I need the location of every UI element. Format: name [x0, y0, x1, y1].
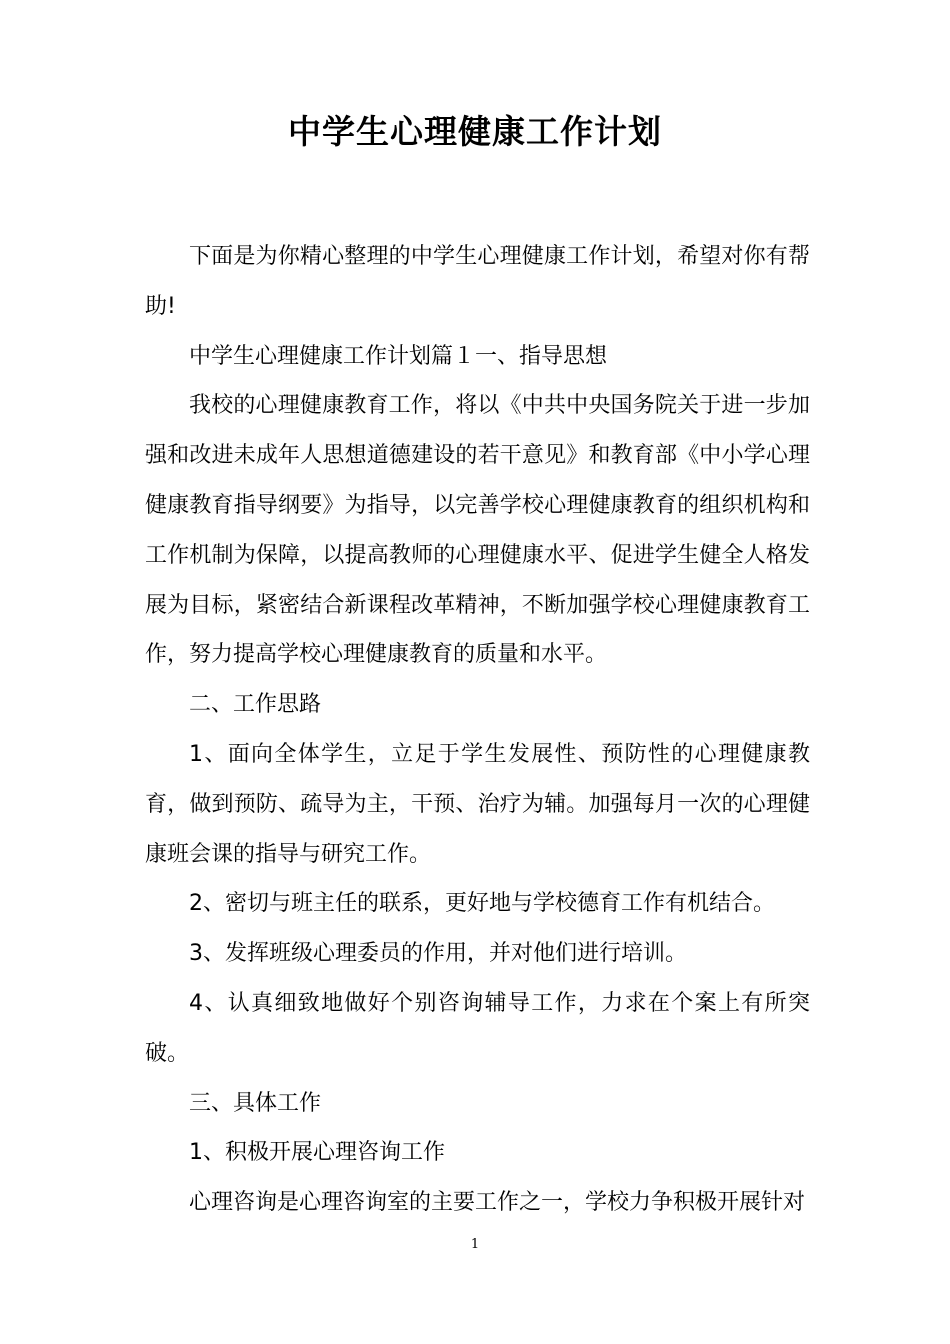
document-body [145, 232, 810, 1228]
section-heading-work-approach: 二、工作思路 [189, 692, 322, 718]
counseling-paragraph: 心理咨询是心理咨询室的主要工作之一，学校力争积极开展针对 [189, 1190, 806, 1216]
section-heading-specific-work: 三、具体工作 [189, 1090, 322, 1116]
section-heading-guiding-thought: 中学生心理健康工作计划篇１一、指导思想 [189, 343, 608, 369]
approach-item-3: 3、发挥班级心理委员的作用，并对他们进行培训。 [189, 941, 687, 967]
intro-paragraph: 下面是为你精心整理的中学生心理健康工作计划，希望对你有帮助! [145, 244, 810, 319]
approach-item-4: 4、认真细致地做好个别咨询辅导工作，力求在个案上有所突破。 [145, 990, 810, 1066]
approach-item-2: 2、密切与班主任的联系，更好地与学校德育工作有机结合。 [189, 891, 775, 917]
guiding-thought-paragraph: 我校的心理健康教育工作，将以《中共中央国务院关于进一步加强和改进未成年人思想道德建设的若干意见》和教育部《中小学心理健康教育指导纲要》为指导，以完善学校心理健康教育的组织机构和工作机制为保障，以提高教师的心理健康水平、促进学生健全人格发展为目标，紧密结合新课程改革精神，不断加强学校心理健康教育工作，努力提高学校心理健康教育的质量和水平。 [145, 393, 810, 668]
specific-work-item-1: 1、积极开展心理咨询工作 [189, 1140, 445, 1166]
page-number: 1 [470, 1237, 480, 1252]
approach-item-1: 1、面向全体学生，立足于学生发展性、预防性的心理健康教育，做到预防、疏导为主，干预、治疗为辅。加强每月一次的心理健康班会课的指导与研究工作。 [145, 741, 810, 867]
document-title: 中学生心理健康工作计划 [288, 112, 662, 151]
